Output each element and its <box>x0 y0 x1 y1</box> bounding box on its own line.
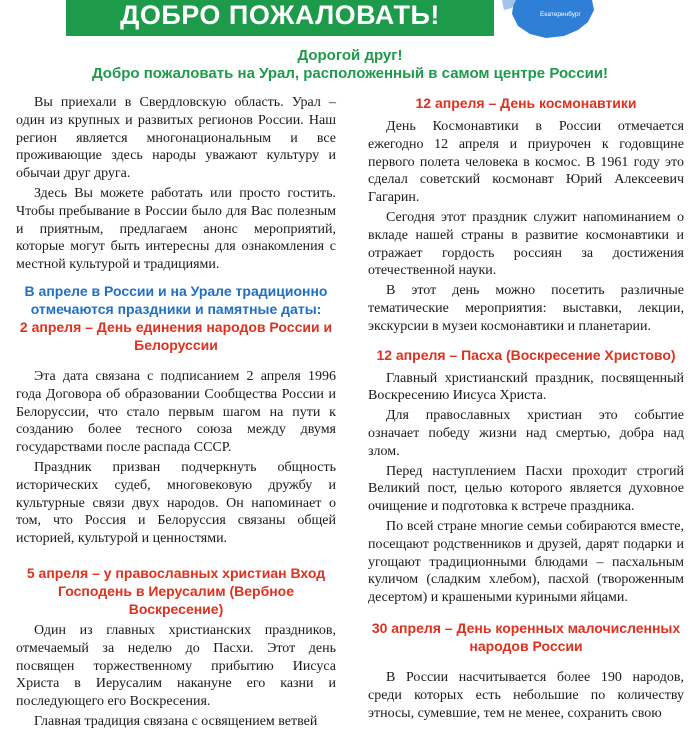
apr5-paragraph-2: Главная традиция связана с освящением ветвей <box>34 713 318 729</box>
map-city-label: Екатеринбург <box>540 11 581 18</box>
ural-map-icon <box>500 0 596 40</box>
heading-apr12: 12 апреля – День космонавтики <box>415 95 637 111</box>
easter-paragraph-2: Для православных христиан это событие означает победу жизни над смертью, добра над злом. <box>368 408 684 459</box>
easter-paragraph-1: Главный христианский праздник, посвященный Воскресению Иисуса Христа. <box>368 370 684 404</box>
banner-title: ДОБРО ПОЖАЛОВАТЬ! <box>120 0 440 30</box>
welcome-subtitle: Добро пожаловать на Урал, расположенный в самом центре России! <box>91 65 609 82</box>
easter-paragraph-3: Перед наступлением Пасхи проходит строгий Великий пост, целью которого является духовное очищение и подготовка к встрече праздника. <box>368 463 684 515</box>
heading-apr5: 5 апреля – у православных христиан Вход Господень в Иерусалим (Вербное Воскресение) <box>26 564 326 617</box>
welcome-banner <box>66 0 494 36</box>
right-column <box>368 94 684 722</box>
intro-paragraph-1: Вы приехали в Свердловскую область. Урал – один из крупных и развитых регионов России. Наш регион является многонациональным и все проживающие здесь народы уважают культуру и обычаи друг друга. <box>16 95 336 182</box>
apr12-paragraph-2: Сегодня этот праздник служит напоминанием о вкладе нашей страны в развитие космонавтики и отражает гордость россиян за достижения отечественной науки. <box>368 209 684 279</box>
easter-paragraph-4: По всей стране многие семьи собираются вместе, посещают родственников и друзей, дарят подарки и угощают традиционными блюдами – пасхальным куличом (сладким хлебом), пасхой (твороженным десертом) и крашеными куриными яйцами. <box>368 518 684 606</box>
intro-paragraph-2: Здесь Вы можете работать или просто гостить. Чтобы пребывание в России было для Вас полезным и приятным, предлагаем анонс мероприятий, которые могут быть интересны для ознакомления с местной культурой и традициями. <box>16 185 336 273</box>
section-heading: В апреле в России и на Урале традиционно отмечаются праздники и памятные даты: <box>24 282 328 317</box>
apr5-paragraph-1: Один из главных христианских праздников, отмечаемый за неделю до Пасхи. Этот день посвящен торжественному прибытию Иисуса Христа в Иерусалим накануне его казни и последующего его Воскресения. <box>16 622 336 710</box>
left-column <box>16 94 336 731</box>
heading-apr2: 2 апреля – День единения народов России и Белоруссии <box>19 318 333 353</box>
heading-easter: 12 апреля – Пасха (Воскресение Христово) <box>376 346 676 363</box>
apr12-paragraph-1: День Космонавтики в России отмечается ежегодно 12 апреля и приурочен к годовщине первого полета человека в космос. В 1961 году это сделал советский космонавт Юрий Алексеевич Гагарин. <box>368 119 684 206</box>
greeting: Дорогой друг! <box>297 47 403 64</box>
apr2-paragraph-2: Праздник призван подчеркнуть общность исторических судеб, многовековую дружбу и культурные связи двух народов. Он напоминает о том, что Россия и Белоруссия связаны общей историей, культурой и ценностями. <box>16 459 336 547</box>
apr12-paragraph-3: В этот день можно посетить различные тематические мероприятия: выставки, лекции, экскурсии в музеи космонавтики и планетарии. <box>368 283 684 334</box>
apr30-paragraph-1: В России насчитывается более 190 народов, среди которых есть небольшие по количеству этносы, сумевшие, тем не менее, сохранить свою <box>368 669 684 721</box>
heading-apr30: 30 апреля – День коренных малочисленных народов России <box>371 619 681 654</box>
apr2-paragraph-1: Эта дата связана с подписанием 2 апреля 1996 года Договора об образовании Сообщества России и Белоруссии, что стало первым шагом на пути к созданию более тесного союза между двумя государствами после распада СССР. <box>16 368 336 456</box>
